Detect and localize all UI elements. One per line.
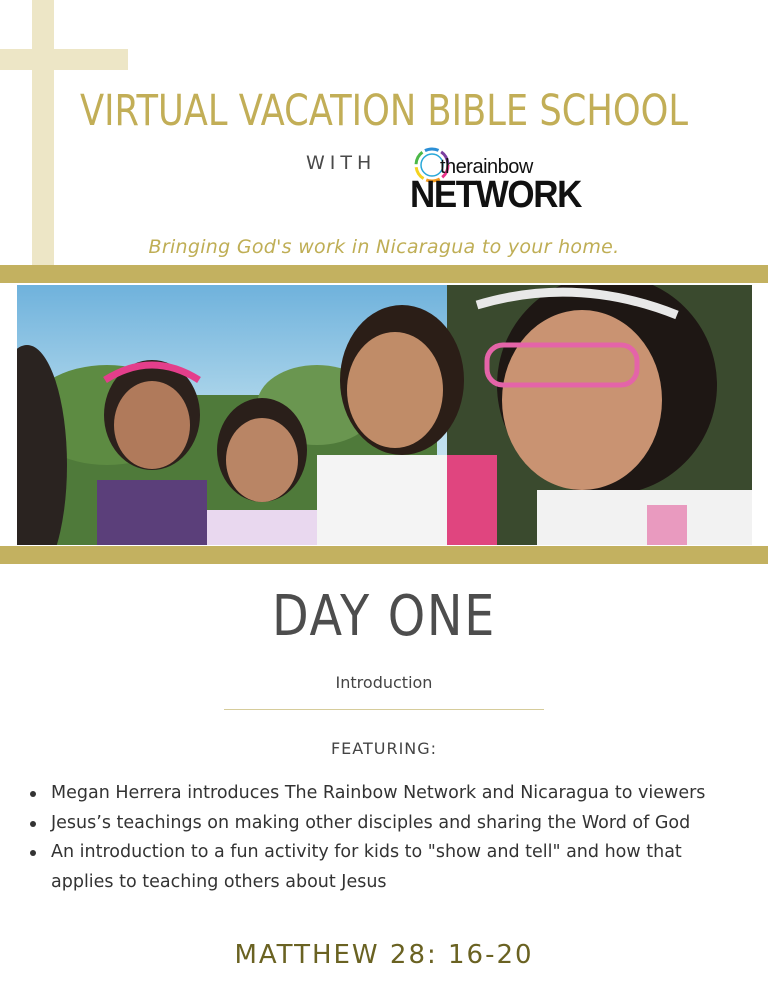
- bullet-icon: [30, 791, 36, 797]
- list-item: [30, 838, 740, 897]
- scripture-reference: MATTHEW 28: 16-20: [234, 940, 534, 970]
- list-item: [30, 779, 740, 809]
- bullet-icon: [30, 821, 36, 827]
- featuring-label: FEATURING:: [330, 739, 438, 758]
- list-item-text: Jesus’s teachings on making other disciples and sharing the Word of God: [51, 812, 691, 833]
- with-label: WITH: [306, 152, 377, 174]
- featuring-list: [30, 779, 740, 897]
- bullet-icon: [30, 850, 36, 856]
- page-title: VIRTUAL VACATION BIBLE SCHOOL: [79, 86, 689, 136]
- cross-vertical: [32, 0, 54, 268]
- gold-band-bottom: [0, 546, 768, 564]
- divider: [224, 709, 544, 710]
- gold-band-top: [0, 265, 768, 283]
- logo-text-network: NETWORK: [410, 174, 581, 216]
- cross-horizontal: [0, 49, 128, 70]
- day-subtitle: Introduction: [335, 673, 433, 692]
- list-item-text: An introduction to a fun activity for kids to "show and tell" and how that applies to teaching others about Jesus: [51, 842, 682, 892]
- rainbow-network-logo: [410, 140, 590, 220]
- list-item-text: Megan Herrera introduces The Rainbow Network and Nicaragua to viewers: [51, 783, 706, 803]
- tagline: Bringing God's work in Nicaragua to your home.: [148, 236, 620, 258]
- day-heading: DAY ONE: [272, 584, 496, 649]
- children-photo: [17, 285, 752, 545]
- logo-text-therainbow: therainbow: [440, 156, 533, 178]
- list-item: [30, 809, 740, 839]
